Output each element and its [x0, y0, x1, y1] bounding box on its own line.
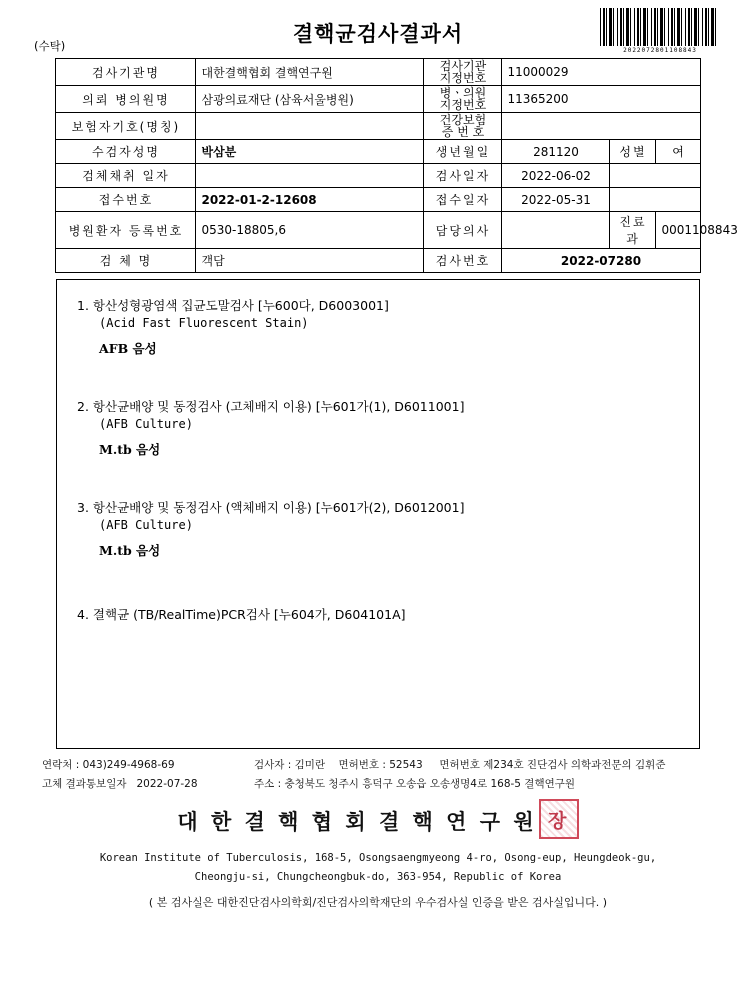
table-row — [56, 113, 700, 140]
result-index-3: 3. — [77, 500, 89, 515]
value-collection-date — [196, 164, 424, 188]
address-label: 주소 : — [254, 778, 282, 790]
label-specimen-name: 검 체 명 — [56, 249, 196, 273]
result-name-2: 항산균배양 및 동정검사 (고체배지 이용) [누601가(1), D6011001] — [92, 399, 465, 414]
report-date-block — [42, 776, 254, 791]
result-index-4: 4. — [77, 607, 89, 622]
organization-name-line — [38, 799, 718, 839]
value-clinic-code: 11365200 — [502, 86, 700, 113]
barcode-number: 2022072801108843 — [623, 47, 697, 54]
label-collection-date: 검체채취 일자 — [56, 164, 196, 188]
document-header — [0, 0, 756, 58]
barcode — [600, 8, 720, 54]
result-title-4 — [77, 605, 679, 623]
inspector-value: 김미란 — [294, 759, 326, 771]
report-date-label: 고체 결과통보일자 — [42, 778, 127, 790]
result-name-3: 항산균배양 및 동정검사 (액체배지 이용) [누601가(2), D6012001] — [92, 500, 465, 515]
value-test-date-extra — [610, 164, 700, 188]
address-block — [254, 776, 718, 791]
label-clinic-name: 의뢰 병의원명 — [56, 86, 196, 113]
result-name-4: 결핵균 (TB/RealTime)PCR검사 [누604가, D604101A] — [92, 607, 406, 622]
result-subtitle-2: (AFB Culture) — [99, 417, 193, 431]
result-item-3 — [77, 498, 679, 559]
table-row — [56, 59, 700, 86]
patient-info-table — [55, 58, 738, 273]
contact-value: 043)249-4968-69 — [82, 759, 175, 771]
document-footer — [38, 757, 718, 910]
result-subtitle-3: (AFB Culture) — [99, 518, 193, 532]
label-insurance-number: 건강보험 증 번 호 — [424, 113, 502, 140]
label-test-number: 검사번호 — [424, 249, 502, 273]
label-reception-number: 접수번호 — [56, 188, 196, 212]
barcode-image — [600, 8, 718, 46]
label-gender: 성별 — [610, 140, 656, 164]
label-birthdate: 생년월일 — [424, 140, 502, 164]
value-gender: 여 — [656, 140, 700, 164]
result-title-3 — [77, 498, 679, 516]
entrust-label: (수탁) — [34, 39, 66, 53]
label-hospital-patient-id: 병원환자 등록번호 — [56, 212, 196, 249]
page-title: 결핵균검사결과서 — [292, 21, 464, 46]
license-label: 면허번호 : — [338, 759, 386, 771]
label-institution-name: 검사기관명 — [56, 59, 196, 86]
address-english — [38, 849, 718, 887]
value-birthdate: 281120 — [502, 140, 610, 164]
label-patient-name: 수검자성명 — [56, 140, 196, 164]
label-doctor: 담당의사 — [424, 212, 502, 249]
license-note: 면허번호 제234호 진단검사 의학과전문의 김휘준 — [439, 759, 666, 771]
table-row — [56, 164, 700, 188]
value-doctor — [502, 212, 610, 249]
inspector-block — [254, 757, 718, 772]
result-subtitle-1: (Acid Fast Fluorescent Stain) — [99, 316, 309, 330]
seal-text: 장 — [547, 810, 570, 832]
result-name-1: 항산성형광염색 집균도말검사 [누600다, D6003001] — [92, 298, 389, 313]
result-index-1: 1. — [77, 298, 89, 313]
address-english-line2: Cheongju-si, Chungcheongbuk-do, 363-954, Republic of Korea — [194, 871, 562, 883]
contact-block — [42, 757, 254, 772]
value-reception-number: 2022-01-2-12608 — [196, 188, 424, 212]
value-department: 0001108843 — [656, 212, 700, 249]
value-institution-name: 대한결핵협회 결핵연구원 — [196, 59, 424, 86]
table-row — [56, 188, 700, 212]
table-row — [56, 140, 700, 164]
value-test-date: 2022-06-02 — [502, 164, 610, 188]
table-row — [56, 86, 700, 113]
value-test-number: 2022-07280 — [502, 249, 700, 273]
result-title-2 — [77, 397, 679, 415]
value-reception-date: 2022-05-31 — [502, 188, 610, 212]
value-specimen-name: 객담 — [196, 249, 424, 273]
spacer-3 — [77, 565, 679, 605]
label-institution-code: 검사기관 지정번호 — [424, 59, 502, 86]
label-clinic-code: 병ㆍ의원 지정번호 — [424, 86, 502, 113]
result-index-2: 2. — [77, 399, 89, 414]
result-value-2: M.tb 음성 — [99, 442, 161, 457]
value-hospital-patient-id: 0530-18805,6 — [196, 212, 424, 249]
report-date-value: 2022-07-28 — [136, 778, 198, 790]
table-row — [56, 212, 700, 249]
result-value-3: M.tb 음성 — [99, 543, 161, 558]
value-clinic-name: 삼광의료재단 (삼육서울병원) — [196, 86, 424, 113]
organization-name: 대 한 결 핵 협 회 결 핵 연 구 원 — [177, 809, 537, 834]
license-value: 52543 — [389, 759, 423, 771]
official-seal-icon — [539, 799, 579, 839]
result-item-1 — [77, 296, 679, 357]
label-insurance-code: 보험자기호(명칭) — [56, 113, 196, 140]
inspector-label: 검사자 : — [254, 759, 292, 771]
accreditation-note: ( 본 검사실은 대한진단검사의학회/진단검사의학재단의 우수검사실 인증을 받은 검사실입니다. ) — [148, 896, 608, 909]
spacer-2 — [77, 464, 679, 498]
label-test-date: 검사일자 — [424, 164, 502, 188]
contact-label: 연락처 : — [42, 759, 80, 771]
result-item-2 — [77, 397, 679, 458]
footer-row-contact — [38, 757, 718, 772]
label-reception-date: 접수일자 — [424, 188, 502, 212]
spacer-1 — [77, 363, 679, 397]
footer-row-address — [38, 776, 718, 791]
value-institution-code: 11000029 — [502, 59, 700, 86]
address-value: 충청북도 청주시 흥덕구 오송읍 오송생명4로 168-5 결핵연구원 — [284, 778, 576, 790]
label-department: 진료과 — [610, 212, 656, 249]
value-patient-name: 박삼분 — [196, 140, 424, 164]
value-reception-date-extra — [610, 188, 700, 212]
result-value-1: AFB 음성 — [99, 341, 157, 356]
table-row — [56, 249, 700, 273]
address-english-line1: Korean Institute of Tuberculosis, 168-5, Osongsaengmyeong 4-ro, Osong-eup, Heungdeok-gu, — [99, 852, 657, 864]
value-insurance-number — [502, 113, 700, 140]
result-item-4 — [77, 605, 679, 623]
results-box — [56, 279, 700, 749]
value-insurance-code — [196, 113, 424, 140]
result-title-1 — [77, 296, 679, 314]
